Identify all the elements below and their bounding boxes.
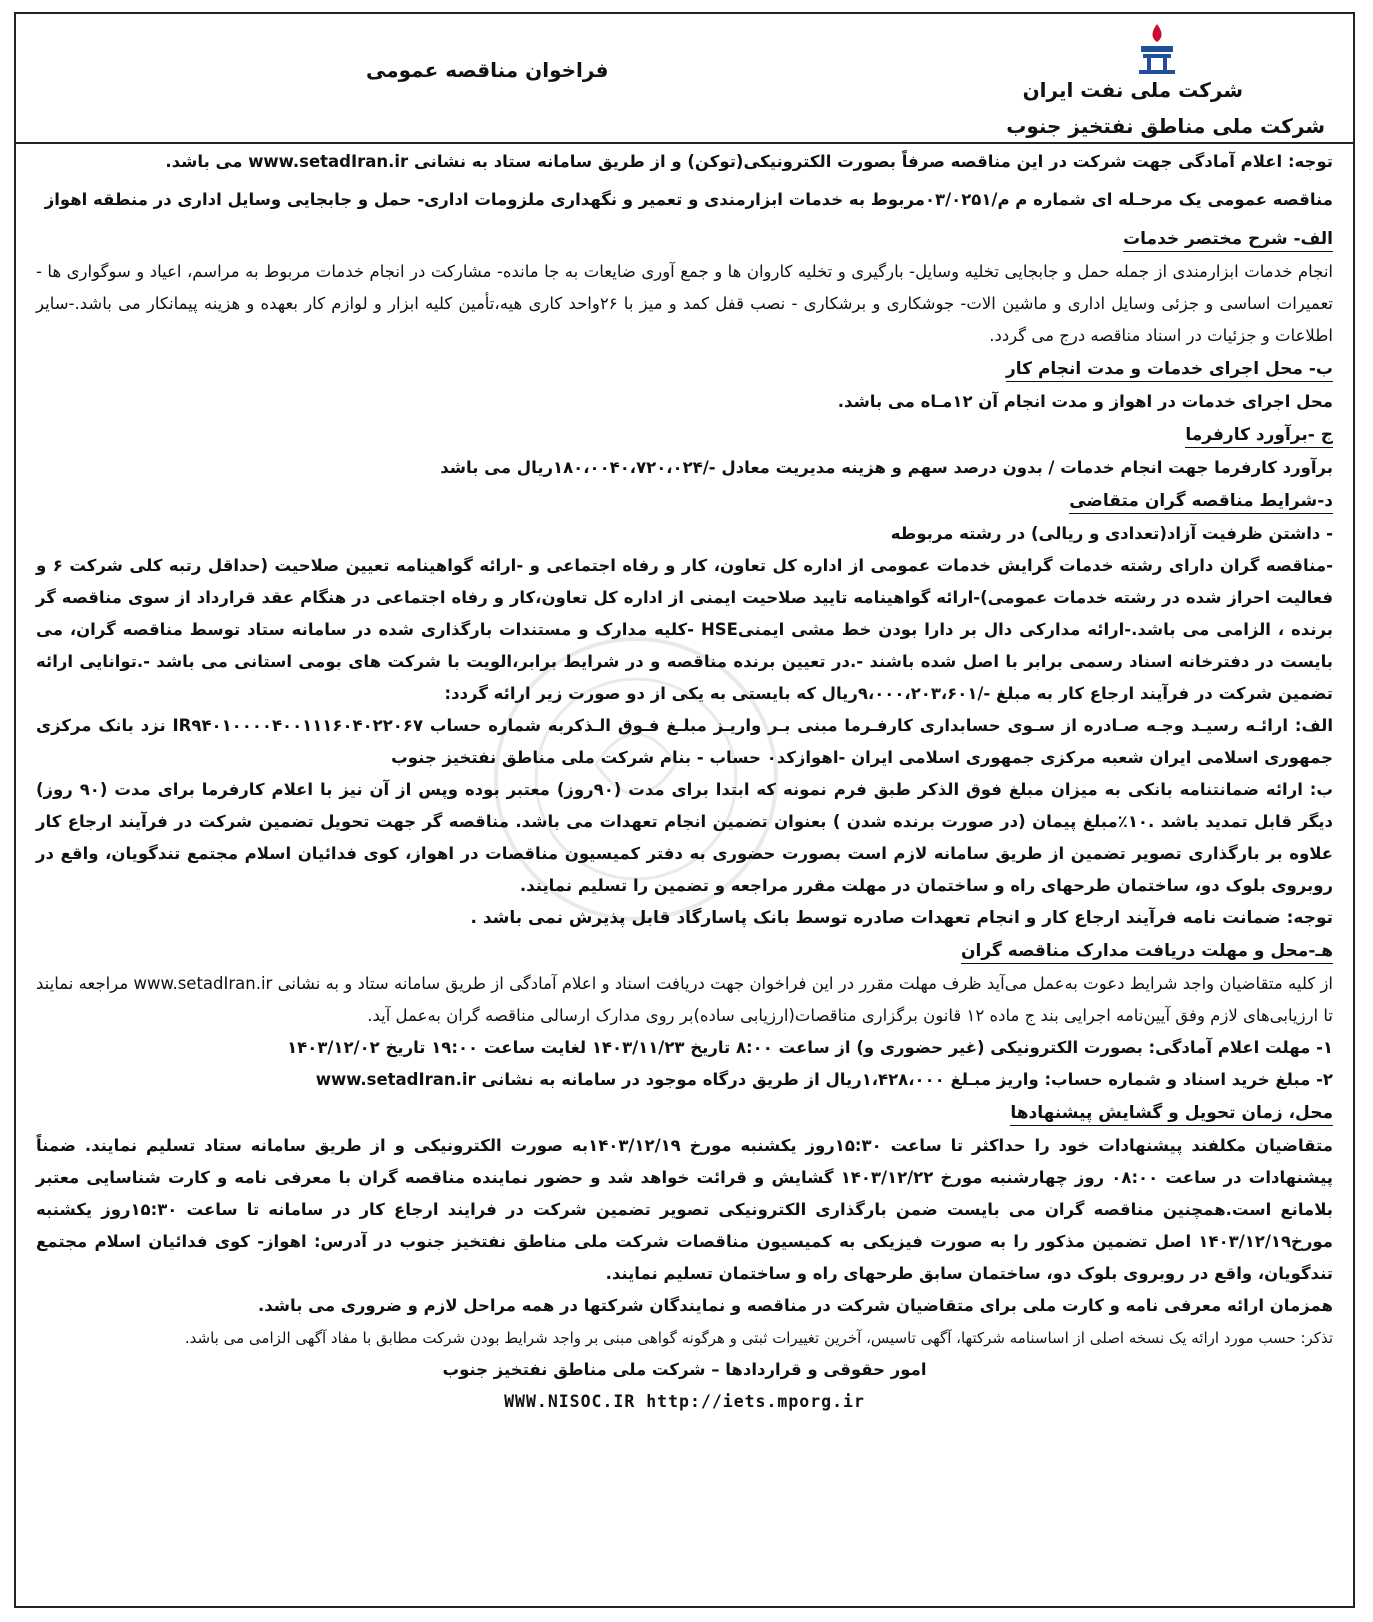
section-a-heading: الف- شرح مختصر خدمات [36, 222, 1333, 256]
deadline-item-2: ۲- مبلغ خرید اسناد و شماره حساب: واریز مبـلغ ۱،۴۲۸،۰۰۰ریال از طریق درگاه موجود در سامانه به نشانی www.setadIran.ir [315, 1070, 1333, 1089]
section-d-requirements: -مناقصه گران دارای رشته خدمات گرایش خدمات عمومی از اداره کل تعاون، کار و رفاه اجتماعی و -ارائه گواهینامه تعیین صلاحیت (حداقل رتبه کلی شرکت ۶ و فعالیت احراز شده در رشته خدمات عمومی)-ارائه گواهینامه تایید صلاحیت ایمنی از اداره کل تعاون،کار و رفاه اجتماعی در هنگام عقد قرارداد از سوی مناقصه گر برنده ، الزامی می باشد.-ارائه مدارکی دال بر دارا بودن خط مشی ایمنیHSE -کلیه مدارک و مستندات بارگذاری شده در سامانه ستاد توسط مناقصه گران، می بایست در دفترخانه اسناد رسمی برابر با اصل شده باشند -.در تعیین برنده مناقصه و در شرایط برابر،الویت با شرکت های بومی استانی می باشد -.توانایی ارائه تضمین شرکت در فرآیند ارجاع کار به مبلغ -/۹،۰۰۰،۲۰۳،۶۰۱ریال که بایستی به یکی از دو صورت زیر ارائه گردد: [36, 556, 1333, 703]
guarantee-option-a: الف: ارائـه رسیـد وجـه صـادره از سـوی حسابداری کارفـرما مبنی بـر واریـز مبلـغ فـوق الـذکربه شماره حساب IR۹۴۰۱۰۰۰۰۴۰۰۱۱۱۶۰۴۰۲۲۰۶۷ نزد بانک مرکزی جمهوری اسلامی ایران شعبه مرکزی جمهوری اسلامی ایران -اهوازکد۰ حساب - بنام شرکت ملی مناطق نفتخیز جنوب [36, 716, 1333, 767]
header [16, 14, 1353, 144]
section-e-text: از کلیه متقاضیان واجد شرایط دعوت به‌عمل می‌آید ظرف مهلت مقرر در این فراخوان جهت دریافت اسناد و اعلام آمادگی از طریق سامانه ستاد و به نشانی www.setadIran.ir مراجعه نمایند تا ارزیابی‌های لازم وفق آیین‌نامه اجرایی بند ج ماده ۱۲ قانون برگزاری مناقصات(ارزیابی ساده)بر روی مدارک ارسالی مناقصه گران به‌عمل آید. [36, 974, 1333, 1025]
company-main-name: شرکت ملی نفت ایران [1022, 78, 1243, 102]
footer-urls: WWW.NISOC.IR http://iets.mporg.ir [504, 1392, 865, 1411]
signature-line: امور حقوقی و قراردادها – شرکت ملی مناطق نفتخیز جنوب [442, 1360, 927, 1379]
guarantee-option-b: ب: ارائه ضمانتنامه بانکی به میزان مبلغ فوق الذکر طبق فرم نمونه که ابتدا برای مدت (۹۰روز) معتبر بوده وپس از آن نیز با اعلام کارفرما برای مدت (۹۰ روز) دیگر قابل تمدید باشد .۱۰٪مبلغ پیمان (در صورت برنده شدن ) بعنوان تضمین انجام تعهدات می باشد. مناقصه گر جهت تحویل تضمین شرکت در فرآیند ارجاع کار علاوه بر بارگذاری تصویر تضمین از طریق سامانه لازم است بصورت حضوری به دفتر کمیسیون مناقصات در اهواز، کوی فدائیان اسلام مجتمع تندگویان، واقع در روبروی بلوک دو، ساختمان طرحهای راه و ساختمان در مهلت مقرر مراجعه و تضمین را تسلیم نمایند. [36, 780, 1333, 895]
notice-frame [14, 12, 1355, 1608]
concurrent-note: همزمان ارائه معرفی نامه و کارت ملی برای متقاضیان شرکت در مناقصه و نمایندگان شرکتها در همه مراحل لازم و ضروری می باشد. [257, 1296, 1333, 1315]
section-c-heading: ج -برآورد کارفرما [36, 418, 1333, 452]
nioc-logo-icon [1131, 20, 1183, 76]
section-b-heading: ب- محل اجرای خدمات و مدت انجام کار [36, 352, 1333, 386]
tender-description: مناقصه عمومی یک مرحـله ای شماره م م/۰۳/۰۲۵۱مربوط به خدمات ابزارمندی و تعمیر و نگهداری ملزومات اداری- حمل و جابجایی وسایل اداری در منطقه اهواز [44, 190, 1333, 209]
company-sub-name: شرکت ملی مناطق نفتخیز جنوب [1006, 114, 1325, 138]
pasargad-note: توجه: ضمانت نامه فرآیند ارجاع کار و انجام تعهدات صادره توسط بانک پاسارگاد قابل پذیرش نمی باشد . [470, 908, 1333, 928]
section-f-heading: محل، زمان تحویل و گشایش پیشنهادها [36, 1096, 1333, 1130]
section-d-capacity: - داشتن ظرفیت آزاد(تعدادی و ریالی) در رشته مربوطه [890, 524, 1333, 543]
section-b-text: محل اجرای خدمات در اهواز و مدت انجام آن ۱۲مـاه می باشد. [837, 392, 1333, 411]
notice-body [36, 146, 1333, 1418]
reminder-note: تذکر: حسب مورد ارائه یک نسخه اصلی از اساسنامه شرکتها، آگهی تاسیس، آخرین تغییرات ثبتی و هرگونه گواهی مبنی بر واجد شرایط بودن شرکت مطابق با مفاد آگهی الزامی می باشد. [184, 1329, 1333, 1347]
document-title: فراخوان مناقصه عمومی [366, 58, 609, 82]
top-notice: توجه: اعلام آمادگی جهت شرکت در این مناقصه صرفاً بصورت الکترونیکی(توکن) و از طریق سامانه ستاد به نشانی www.setadIran.ir می باشد. [165, 152, 1333, 171]
deadline-item-1: ۱- مهلت اعلام آمادگی: بصورت الکترونیکی (غیر حضوری و) از ساعت ۸:۰۰ تاریخ ۱۴۰۳/۱۱/۲۳ لغایت ساعت ۱۹:۰۰ تاریخ ۱۴۰۳/۱۲/۰۲ [287, 1038, 1333, 1057]
section-d-heading: د-شرایط مناقصه گران متقاضی [36, 484, 1333, 518]
section-c-text: برآورد کارفرما جهت انجام خدمات / بدون درصد سهم و هزینه مدیریت معادل -/۱۸۰،۰۰۴۰،۷۲۰،۰۲۴ریال می باشد [440, 458, 1333, 477]
section-f-text: متقاضیان مکلفند پیشنهادات خود را حداکثر تا ساعت ۱۵:۳۰روز یکشنبه مورخ ۱۴۰۳/۱۲/۱۹به صورت الکترونیکی و از طریق سامانه ستاد تسلیم نمایند. ضمناً پیشنهادات در ساعت ۰۸:۰۰ روز چهارشنبه مورخ ۱۴۰۳/۱۲/۲۲ گشایش و قرائت خواهد شد و حضور نماینده مناقصه گران با معرفی نامه و کارت شناسایی معتبر بلامانع است.همچنین مناقصه گران می بایست ضمن بارگذاری الکترونیکی تصویر تضمین شرکت در فرایند ارجاع کار در سامانه تا ساعت ۱۵:۳۰روز یکشنبه مورخ۱۴۰۳/۱۲/۱۹ اصل تضمین مذکور را به صورت فیزیکی به کمیسیون مناقصات شرکت ملی مناطق نفتخیز جنوب در آدرس: اهواز- کوی فدائیان اسلام مجتمع تندگویان، واقع در روبروی بلوک دو، ساختمان سابق طرحهای راه و ساختمان تسلیم نمایند. [36, 1136, 1333, 1283]
section-e-heading: هـ-محل و مهلت دریافت مدارک مناقصه گران [36, 934, 1333, 968]
section-a-text: انجام خدمات ابزارمندی از جمله حمل و جابجایی تخلیه وسایل- بارگیری و تخلیه کاروان ها و جمع آوری ضایعات به جا مانده- مشارکت در انجام خدمات مربوط به مراسم، اعیاد و سوگواری ها - تعمیرات اساسی و جزئی وسایل اداری و ماشین الات- جوشکاری و برشکاری - نصب قفل کمد و میز با ۲۶واحد کاری هیه،تأمین کلیه ابزار و لوازم کار بعهده و هزینه پیمانکار می باشد.-سایر اطلاعات و جزئیات در اسناد مناقصه درج می گردد. [36, 262, 1333, 345]
